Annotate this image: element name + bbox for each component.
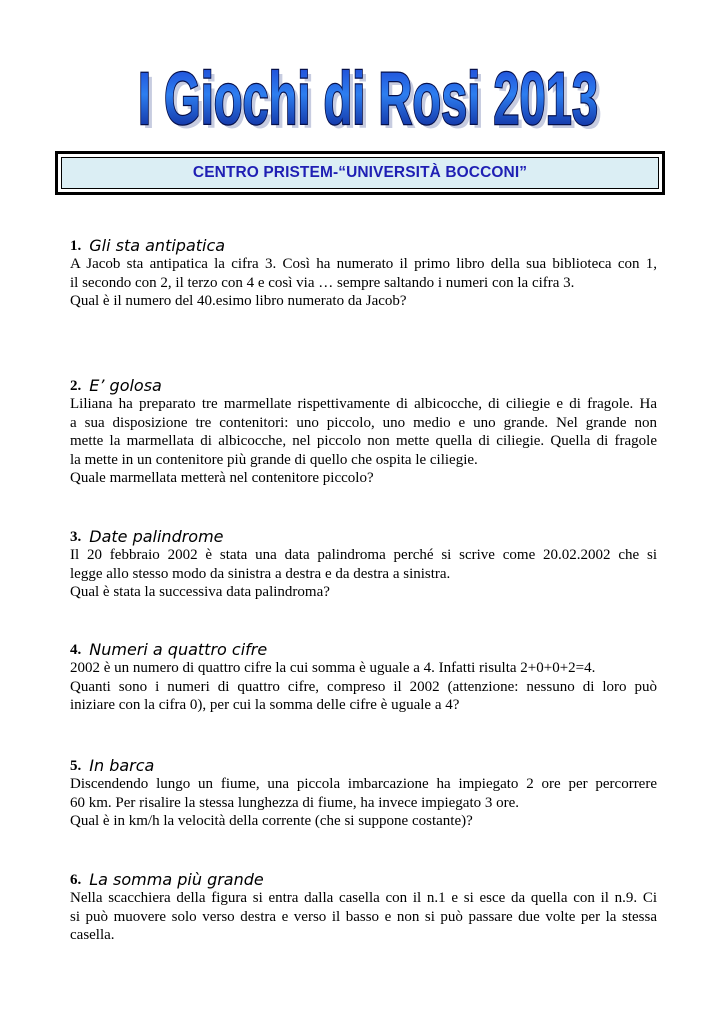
title-logo-shadow: I Giochi di Rosi 2013 (142, 61, 602, 140)
problem-name: Numeri a quattro cifre (89, 640, 268, 659)
problem-title (70, 868, 657, 889)
title-logo (120, 34, 620, 140)
problem-line: A Jacob sta antipatica la cifra 3. Così ha numerato il primo libro della sua biblioteca con 1, (70, 256, 657, 272)
problem-line: Nella scacchiera della figura si entra dalla casella con il n.1 e si esce da quella con il n.9. Ci (70, 890, 657, 906)
problem-number: 6. (70, 872, 82, 888)
problem-name: E’ golosa (89, 376, 162, 395)
problem-2 (70, 374, 657, 488)
problem-line: si può muovere solo verso destra e verso il basso e non si può passare due volte per la stessa (70, 908, 657, 925)
problem-line: Liliana ha preparato tre marmellate rispettivamente di albicocche, di ciliegie e di fragole. Ha (70, 396, 657, 412)
problem-line: Quanti sono i numeri di quattro cifre, compreso il 2002 (attenzione: nessuno di loro può (70, 678, 657, 695)
problem-name: Gli sta antipatica (89, 236, 226, 255)
problem-line: la mette in un contenitore più grande di quello che ospita le ciliegie. (70, 451, 478, 468)
problem-line: 60 km. Per risalire la stessa lunghezza di fiume, ha invece impiegato 3 ore. (70, 794, 520, 811)
problem-name: Date palindrome (89, 527, 224, 546)
problem-line: Il 20 febbraio 2002 è stata una data palindroma perché si scrive come 20.02.2002 che si (70, 547, 657, 563)
problem-number: 1. (70, 238, 82, 254)
banner-box (55, 151, 665, 195)
problem-title (70, 638, 657, 659)
problem-line: Qual è in km/h la velocità della corrente (che si suppone costante)? (70, 813, 473, 829)
problem-number: 3. (70, 529, 82, 545)
problem-line: Qual è il numero del 40.esimo libro numerato da Jacob? (70, 293, 407, 309)
problem-line: Qual è stata la successiva data palindroma? (70, 584, 330, 600)
problem-title (70, 525, 657, 546)
problem-title (70, 374, 657, 395)
problem-4 (70, 638, 657, 715)
problem-line: iniziare con la cifra 0), per cui la somma delle cifre è uguale a 4? (70, 697, 460, 713)
problem-1 (70, 234, 657, 311)
problem-title (70, 234, 657, 255)
problem-number: 2. (70, 378, 82, 394)
title-logo-text: I Giochi di Rosi 2013 (138, 57, 598, 140)
problem-line: legge allo stesso modo da sinistra a destra e da destra a sinistra. (70, 565, 451, 582)
problem-line: il secondo con 2, il terzo con 4 e così via … sempre saltando i numeri con la cifra 3. (70, 274, 575, 291)
problem-line: casella. (70, 927, 115, 943)
problem-6 (70, 868, 657, 945)
problem-line: Quale marmellata metterà nel contenitore piccolo? (70, 470, 374, 486)
problem-line: mette la marmellata di albicocche, nel piccolo non mette quella di ciliegie. Quella di fragole (70, 433, 657, 449)
banner-text: CENTRO PRISTEM-“UNIVERSITÀ BOCCONI” (192, 164, 528, 181)
problem-number: 5. (70, 758, 82, 774)
problem-title (70, 754, 657, 775)
problem-line: 2002 è un numero di quattro cifre la cui somma è uguale a 4. Infatti risulta 2+0+0+2=4. (70, 660, 596, 676)
problem-line: Discendendo lungo un fiume, una piccola imbarcazione ha impiegato 2 ore per percorrere (70, 776, 657, 792)
problem-line: a sua disposizione tre contenitori: uno piccolo, uno medio e uno grande. Nel grande non (70, 414, 657, 431)
problem-name: La somma più grande (89, 870, 264, 889)
problem-name: In barca (89, 756, 155, 775)
problem-number: 4. (70, 642, 82, 658)
problem-5 (70, 754, 657, 831)
problem-3 (70, 525, 657, 602)
banner-inner (61, 157, 659, 189)
